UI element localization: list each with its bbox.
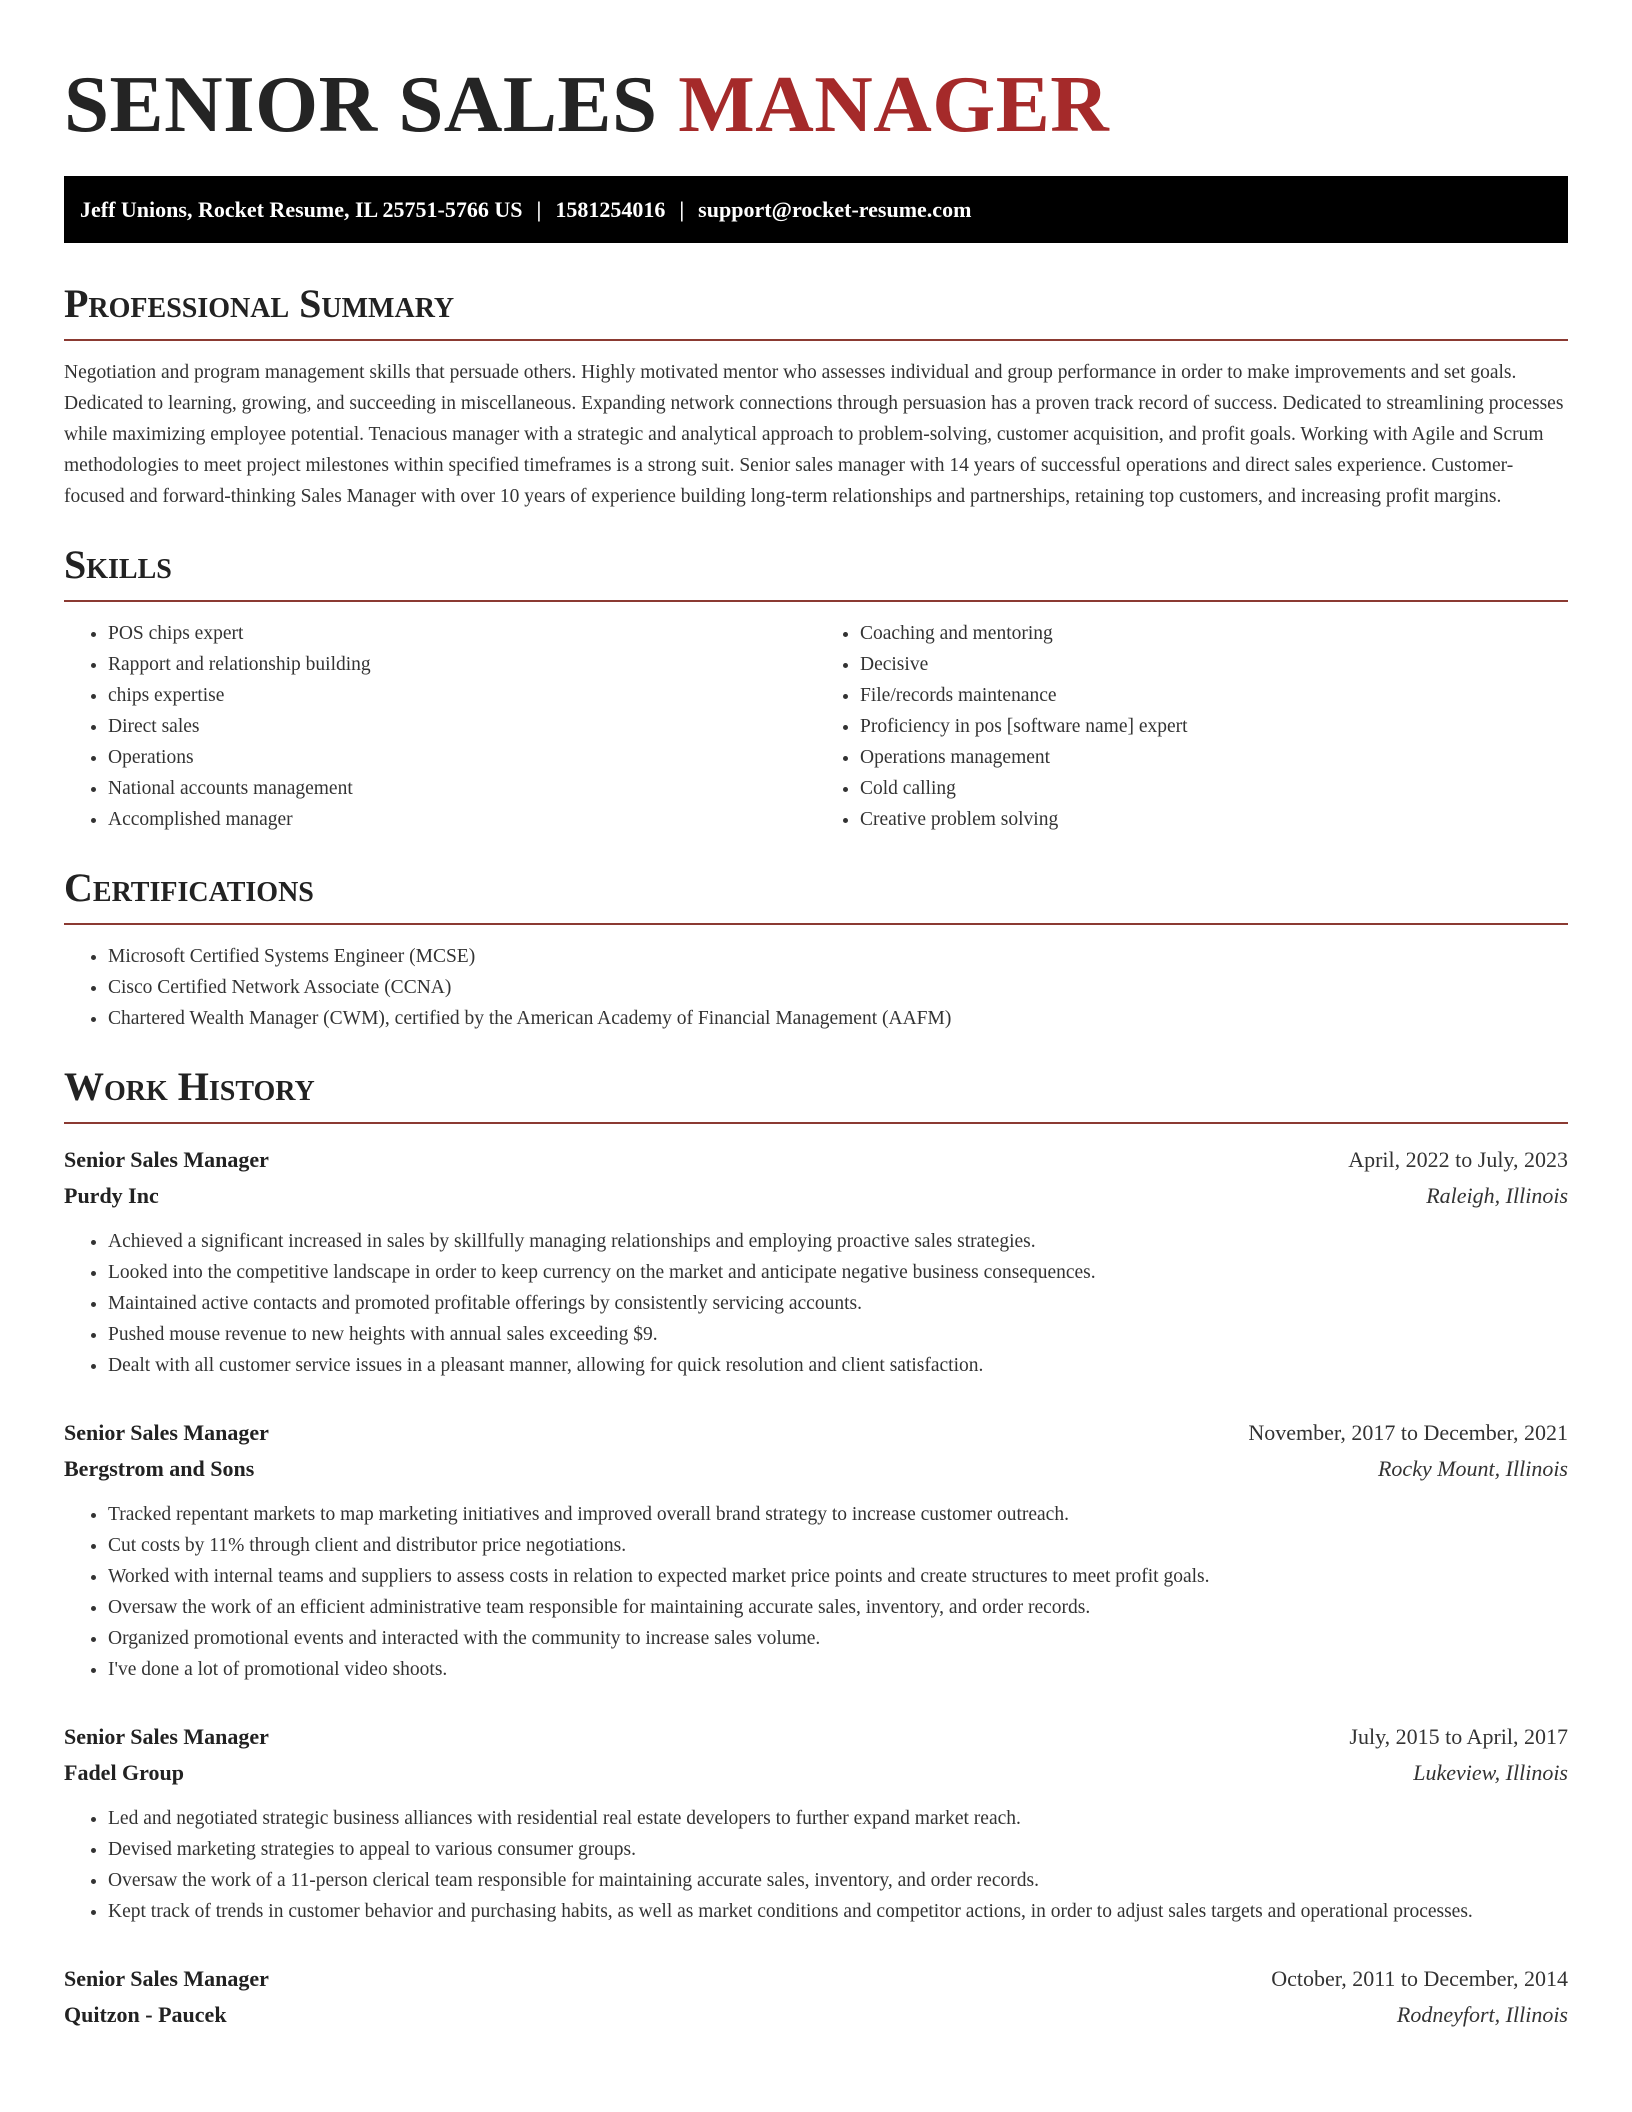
job-bullet: • Organized promotional events and interacted with the community to increase sales volume. [108,1623,1568,1654]
job-bullet: • Tracked repentant markets to map marketing initiatives and improved overall brand strategy to increase customer outreach. [108,1499,1568,1530]
skill-item: • Operations [108,742,816,773]
title-accent: MANAGER [678,59,1110,149]
skill-item: • chips expertise [108,680,816,711]
page-title [64,0,1568,152]
skills-section [64,542,1568,835]
skill-item: • Rapport and relationship building [108,649,816,680]
skill-item: • Proficiency in pos [software name] expert [860,711,1568,742]
job-bullets [64,1499,1568,1685]
title-main: SENIOR SALES [64,59,658,149]
job-dates: November, 2017 to December, 2021 [1248,1420,1568,1445]
summary-section [64,281,1568,512]
job-title: Senior Sales Manager [64,1147,269,1172]
skills-list-right [816,618,1568,835]
skill-item: • Creative problem solving [860,804,1568,835]
skill-item: • Direct sales [108,711,816,742]
skill-item: • Accomplished manager [108,804,816,835]
job-bullet: • Achieved a significant increased in sales by skillfully managing relationships and employing proactive sales strategies. [108,1226,1568,1257]
job-bullet: • Worked with internal teams and suppliers to assess costs in relation to expected market price points and create structures to meet profit goals. [108,1561,1568,1592]
job-entry [64,1142,1568,1381]
job-bullets [64,1803,1568,1927]
job-company-row [64,1178,1568,1214]
job-header-row [64,1961,1568,1997]
job-bullet: • Oversaw the work of an efficient administrative team responsible for maintaining accurate sales, inventory, and order records. [108,1592,1568,1623]
job-title: Senior Sales Manager [64,1966,269,1991]
job-header-row [64,1415,1568,1451]
certifications-heading: Certifications [64,865,1568,925]
summary-text: Negotiation and program management skills that persuade others. Highly motivated mentor who assesses individual and group performance in order to make improvements and set goals. Dedicated to learning, growing, and succeeding in miscellaneous. Expanding network connections through persuasion has a proven track record of success. Dedicated to streamlining processes while maximizing employee potential. Tenacious manager with a strategic and analytical approach to problem-solving, customer acquisition, and profit goals. Working with Agile and Scrum methodologies to meet project milestones within specified timeframes is a strong suit. Senior sales manager with 14 years of successful operations and direct sales experience. Customer-focused and forward-thinking Sales Manager with over 10 years of experience building long-term relationships and partnerships, retaining top customers, and increasing profit margins. [64,362,1564,507]
job-title: Senior Sales Manager [64,1420,269,1445]
job-bullet: • I've done a lot of promotional video shoots. [108,1654,1568,1685]
skill-item: • Cold calling [860,773,1568,804]
certification-item: • Cisco Certified Network Associate (CCNA) [108,972,1568,1003]
certification-item: • Chartered Wealth Manager (CWM), certified by the American Academy of Financial Management (AAFM) [108,1003,1568,1034]
job-company-row [64,1755,1568,1791]
skills-list-left [64,618,816,835]
job-dates: April, 2022 to July, 2023 [1348,1147,1568,1172]
skill-item: • Coaching and mentoring [860,618,1568,649]
contact-separator: | [679,196,685,222]
contact-phone: 1581254016 [555,196,666,222]
job-bullet: • Looked into the competitive landscape in order to keep currency on the market and anticipate negative business consequences. [108,1257,1568,1288]
job-bullet: • Cut costs by 11% through client and distributor price negotiations. [108,1530,1568,1561]
certifications-list [64,941,1568,1034]
job-bullet: • Led and negotiated strategic business alliances with residential real estate developers to further expand market reach. [108,1803,1568,1834]
job-entry [64,1961,1568,2033]
job-dates: July, 2015 to April, 2017 [1349,1724,1568,1749]
skill-item: • POS chips expert [108,618,816,649]
job-bullet: • Maintained active contacts and promoted profitable offerings by consistently servicing accounts. [108,1288,1568,1319]
skills-heading: Skills [64,542,1568,602]
work-history-section [64,1064,1568,2033]
job-bullet: • Devised marketing strategies to appeal to various consumer groups. [108,1834,1568,1865]
job-dates: October, 2011 to December, 2014 [1271,1966,1568,1991]
job-location: Rodneyfort, Illinois [1396,2002,1568,2027]
skill-item: • National accounts management [108,773,816,804]
skill-item: • Decisive [860,649,1568,680]
job-title: Senior Sales Manager [64,1724,269,1749]
contact-email: support@rocket-resume.com [698,196,972,222]
job-company: Purdy Inc [64,1183,159,1208]
job-company: Bergstrom and Sons [64,1456,255,1481]
job-header-row [64,1719,1568,1755]
skill-item: • Operations management [860,742,1568,773]
job-company-row [64,1451,1568,1487]
job-bullet: • Pushed mouse revenue to new heights with annual sales exceeding $9. [108,1319,1568,1350]
summary-heading: Professional Summary [64,281,1568,341]
job-company-row [64,1997,1568,2033]
skill-item: • File/records maintenance [860,680,1568,711]
job-bullet: • Kept track of trends in customer behavior and purchasing habits, as well as market conditions and competitor actions, in order to adjust sales targets and operational processes. [108,1896,1568,1927]
job-company: Quitzon - Paucek [64,2002,227,2027]
job-bullet: • Dealt with all customer service issues in a pleasant manner, allowing for quick resolution and client satisfaction. [108,1350,1568,1381]
job-entry [64,1415,1568,1685]
certification-item: • Microsoft Certified Systems Engineer (MCSE) [108,941,1568,972]
contact-bar [64,176,1568,243]
job-bullet: • Oversaw the work of a 11-person clerical team responsible for maintaining accurate sales, inventory, and order records. [108,1865,1568,1896]
certifications-section [64,865,1568,1034]
job-location: Lukeview, Illinois [1413,1760,1568,1785]
skills-grid [64,602,1568,835]
job-location: Rocky Mount, Illinois [1377,1456,1568,1481]
work-history-heading: Work History [64,1064,1568,1124]
job-entry [64,1719,1568,1927]
contact-address: Jeff Unions, Rocket Resume, IL 25751-5766 US [80,196,523,222]
job-header-row [64,1142,1568,1178]
job-location: Raleigh, Illinois [1426,1183,1568,1208]
job-bullets [64,1226,1568,1381]
job-company: Fadel Group [64,1760,185,1785]
contact-separator: | [536,196,542,222]
